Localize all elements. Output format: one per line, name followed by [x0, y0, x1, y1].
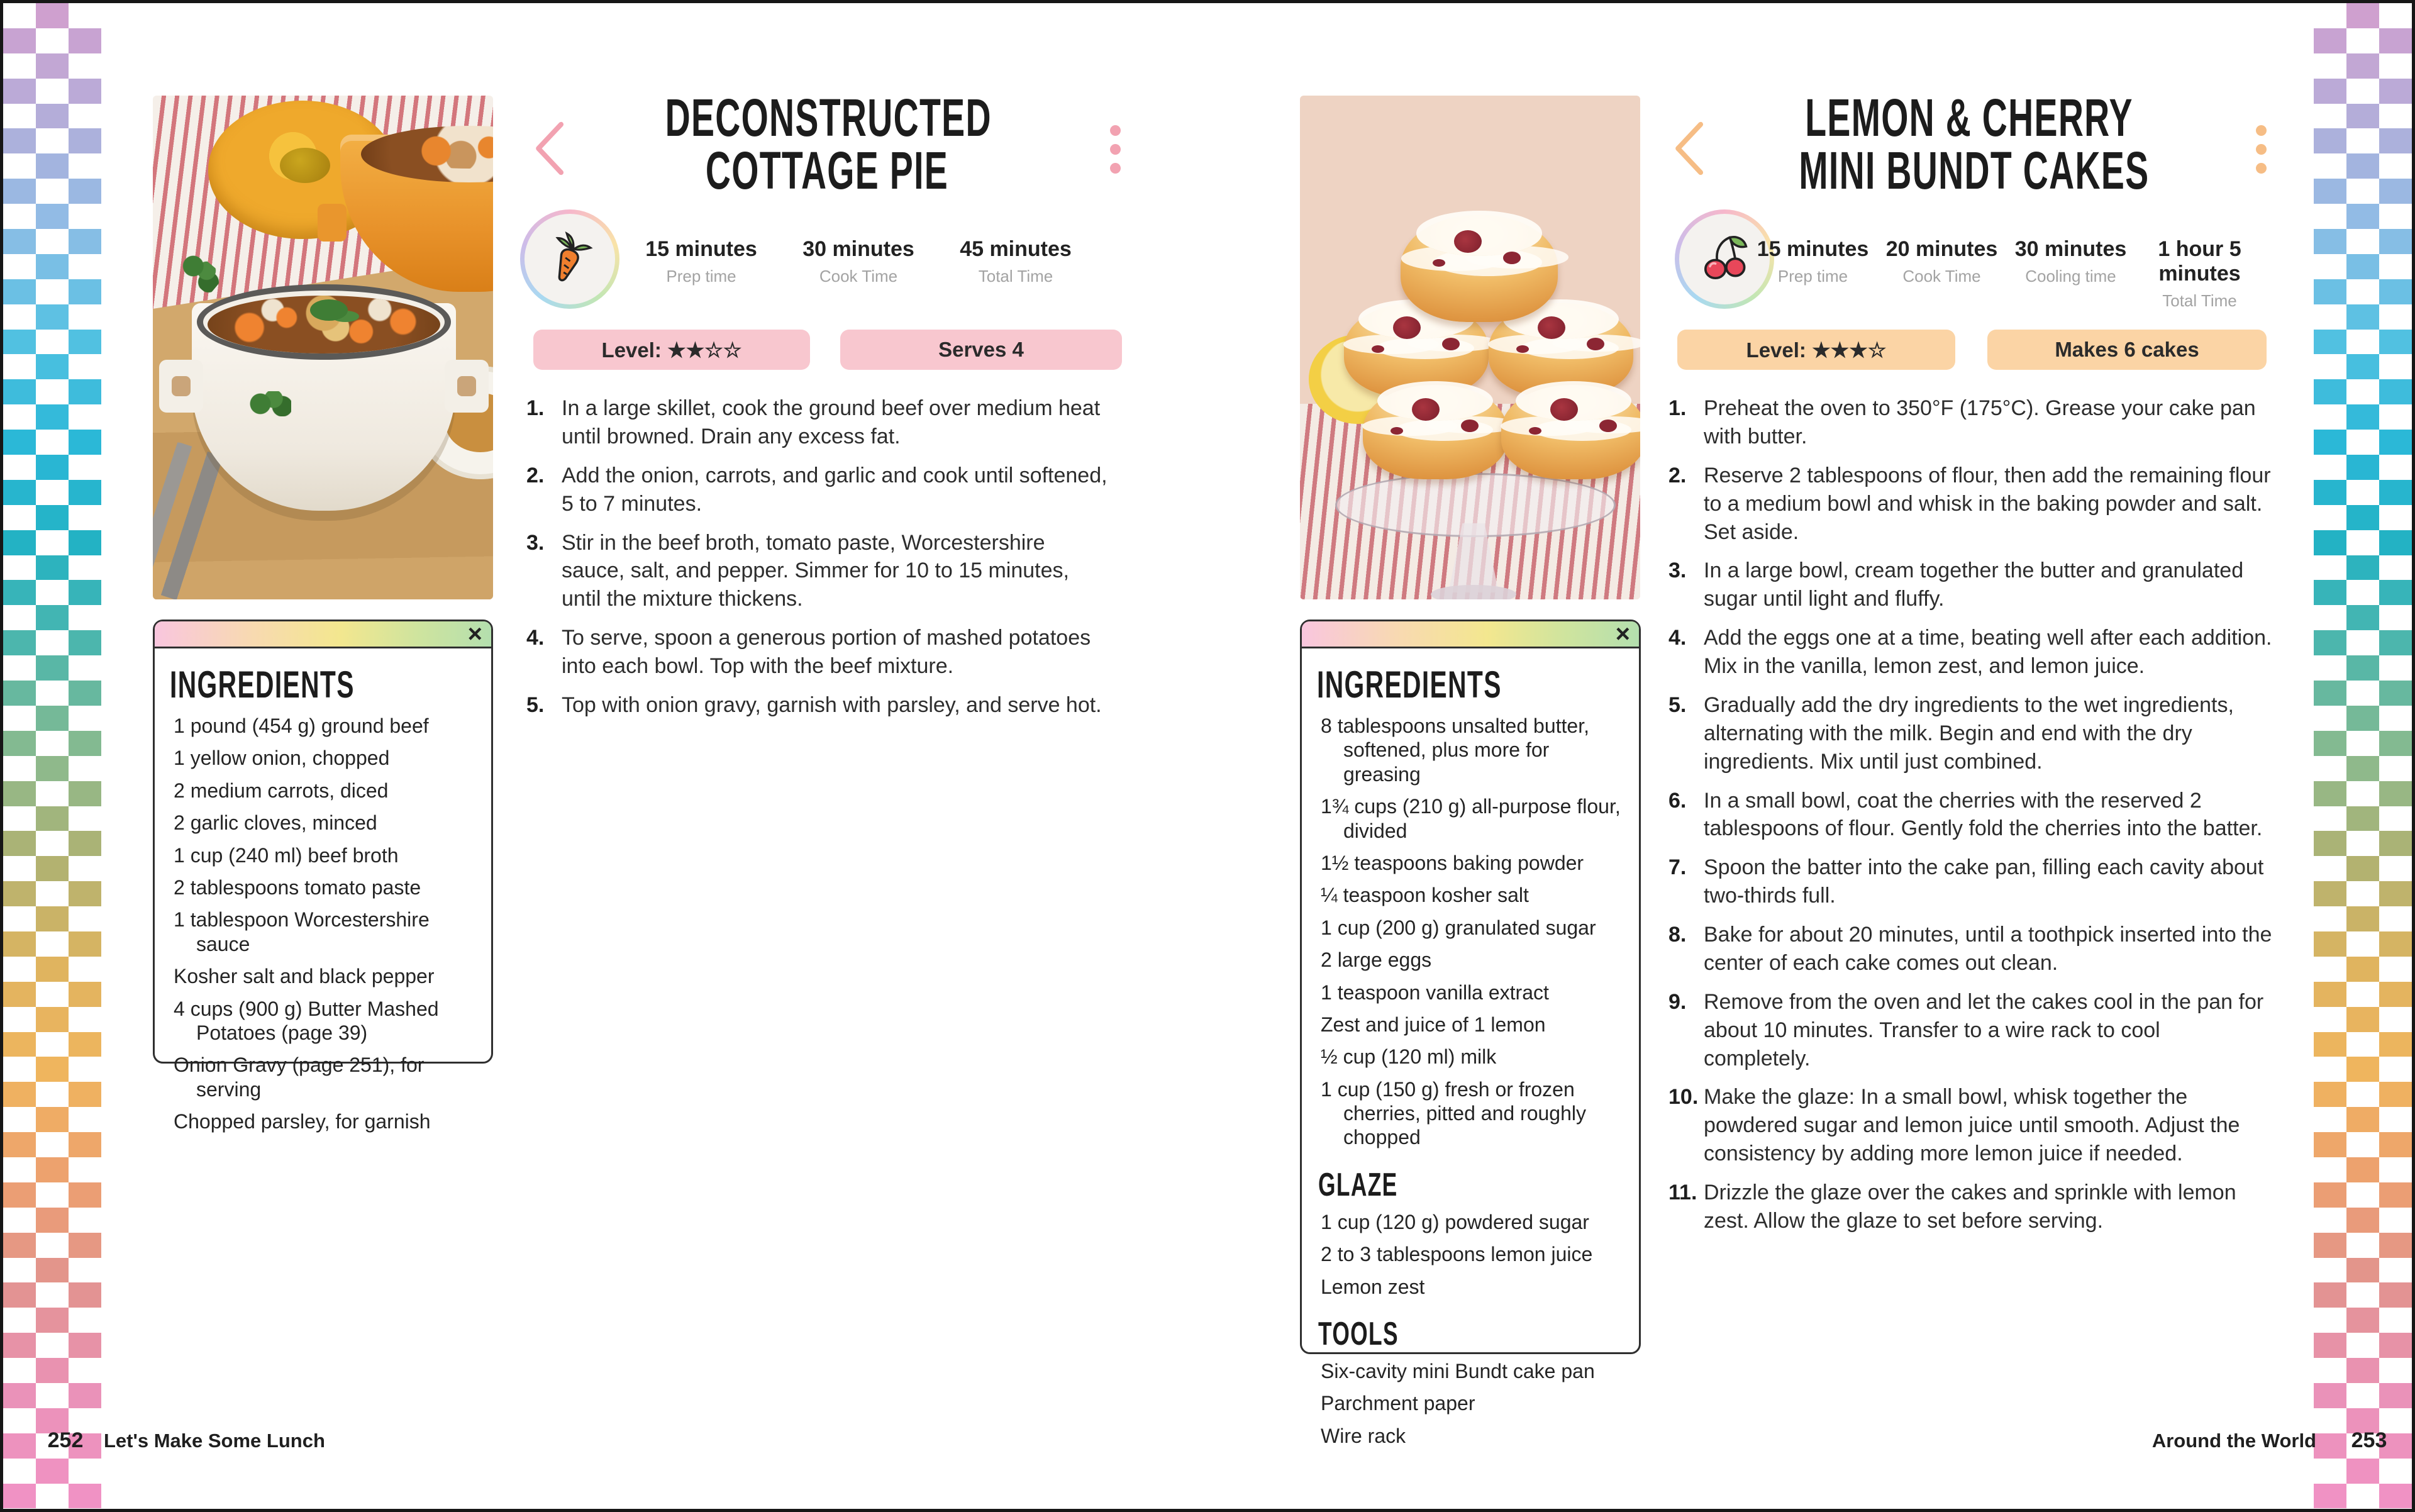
bundt-cake [1401, 215, 1558, 322]
times-row-left [623, 237, 1094, 286]
time-item [2135, 237, 2264, 311]
time-value: 30 minutes [802, 237, 914, 261]
instruction-step: 9. Remove from the oven and let the cakes cool in the pan for about 10 minutes. Transfer to a wire rack to cool completely. [1668, 989, 2264, 1070]
ingredient-item: Chopped parsley, for garnish [174, 1110, 431, 1133]
time-value: 1 hour 5 minutes [2158, 237, 2241, 286]
time-value: 45 minutes [960, 237, 1072, 261]
instruction-step: 2. Reserve 2 tablespoons of flour, then add the remaining flour to a medium bowl and whisk in the baking powder and salt. Set aside. [1668, 463, 2271, 544]
instruction-step: 1. Preheat the oven to 350°F (175°C). Grease your cake pan with butter. [1668, 396, 2256, 448]
ingredient-item: ¼ teaspoon kosher salt [1321, 884, 1529, 907]
right-checker-border [2314, 3, 2412, 1509]
serving-badge: Makes 6 cakes [1987, 330, 2267, 370]
instruction-step: 3. Stir in the beef broth, tomato paste, Worcestershire sauce, salt, and pepper. Simmer for 10 to 15 minutes, until the mixture thickens. [526, 530, 1069, 611]
parsley-sprig [247, 391, 291, 416]
back-chevron-left-page[interactable] [530, 120, 568, 177]
instruction-step: 5. Top with onion gravy, garnish with parsley, and serve hot. [526, 692, 1102, 717]
ingredients-title: INGREDIENTS [170, 664, 355, 706]
ingredient-item: Wire rack [1321, 1424, 1406, 1447]
time-item [780, 237, 937, 286]
time-label: Total Time [2162, 291, 2237, 310]
instruction-step: 4. To serve, spoon a generous portion of mashed potatoes into each bowl. Top with the beef mixture. [526, 626, 1091, 678]
ingredient-item: 1 tablespoon Worcestershire sauce [174, 908, 430, 955]
instruction-step: 6. In a small bowl, coat the cherries with the reserved 2 tablespoons of flour. Gently fold the cherries into the batter. [1668, 788, 2263, 841]
ingredient-item: 1 cup (200 g) granulated sugar [1321, 916, 1596, 939]
page-number-right: 253 [2351, 1428, 2387, 1452]
recipe-icon-badge-left [520, 209, 619, 309]
times-row-right [1748, 237, 2264, 311]
ingredient-item: ½ cup (120 ml) milk [1321, 1045, 1497, 1069]
ingredient-item: Parchment paper [1321, 1392, 1475, 1415]
left-checker-border [3, 3, 101, 1509]
carrot-icon [525, 214, 615, 304]
kebab-menu-icon-left[interactable] [1110, 125, 1123, 182]
ingredient-item: 1¾ cups (210 g) all-purpose flour, divided [1321, 795, 1621, 842]
bundt-cake [1501, 385, 1640, 479]
ingredient-item: 4 cups (900 g) Butter Mashed Potatoes (page 39) [174, 997, 439, 1044]
time-item [1877, 237, 2006, 311]
serving-badge: Serves 4 [840, 330, 1122, 370]
ingredients-title: INGREDIENTS [1317, 664, 1502, 706]
ingredients-card-right [1300, 620, 1641, 1447]
instruction-step: 10. Make the glaze: In a small bowl, whisk together the powdered sugar and lemon juice until smooth. Adjust the consistency by adding more lemon juice if needed. [1668, 1085, 2240, 1166]
time-item [2006, 237, 2135, 311]
instruction-step: 7. Spoon the batter into the cake pan, filling each cavity about two-thirds full. [1668, 855, 2264, 908]
card-section-list [1321, 1210, 1623, 1299]
time-label: Prep time [666, 267, 736, 286]
section-title-left: Let's Make Some Lunch [104, 1430, 325, 1452]
yellow-pot [340, 135, 493, 292]
time-label: Total Time [978, 267, 1053, 286]
instructions-left [526, 394, 1111, 730]
back-chevron-right-page[interactable] [1670, 120, 1707, 177]
card-section-title: GLAZE [1318, 1166, 1398, 1203]
ingredient-item: 1 pound (454 g) ground beef [174, 714, 429, 737]
parsley-sprig [175, 248, 225, 296]
ingredient-item: Six-cavity mini Bundt cake pan [1321, 1360, 1595, 1383]
ingredient-item: 1 teaspoon vanilla extract [1321, 981, 1549, 1004]
card-header-gradient [1302, 621, 1639, 648]
time-value: 15 minutes [645, 237, 757, 261]
time-value: 30 minutes [2014, 237, 2127, 261]
ingredient-item: Lemon zest [1321, 1275, 1425, 1298]
ingredient-item: 1 yellow onion, chopped [174, 747, 390, 770]
time-label: Prep time [1777, 267, 1848, 286]
recipe-title-left: DECONSTRUCTED COTTAGE PIE [665, 88, 992, 200]
instruction-step: 3. In a large bowl, cream together the butter and granulated sugar until light and fluffy. [1668, 559, 2244, 611]
instruction-step: 5. Gradually add the dry ingredients to the wet ingredients, alternating with the milk. Begin and end with the dry ingredients. Mix until just combined. [1668, 692, 2234, 774]
ingredient-item: 1 cup (240 ml) beef broth [174, 843, 399, 867]
instruction-step: 8. Bake for about 20 minutes, until a toothpick inserted into the center of each cake comes out clean. [1668, 923, 2272, 975]
time-label: Cook Time [819, 267, 898, 286]
ingredient-item: Zest and juice of 1 lemon [1321, 1013, 1546, 1036]
ingredient-item: 1 cup (120 g) powdered sugar [1321, 1210, 1589, 1233]
instruction-step: 11. Drizzle the glaze over the cakes and sprinkle with lemon zest. Allow the glaze to set before serving. [1668, 1181, 2236, 1233]
instruction-step: 1. In a large skillet, cook the ground beef over medium heat until browned. Drain any excess fat. [526, 396, 1101, 448]
time-item [1748, 237, 1877, 311]
ingredients-list-right [1321, 714, 1623, 1150]
photo-cottage-pie [153, 96, 493, 599]
ingredient-item: 1½ teaspoons baking powder [1321, 851, 1584, 874]
recipe-title-right: LEMON & CHERRY MINI BUNDT CAKES [1799, 88, 2150, 200]
ingredient-item: 2 medium carrots, diced [174, 779, 389, 802]
time-value: 20 minutes [1885, 237, 1998, 261]
page-number-left: 252 [47, 1428, 84, 1452]
time-value: 15 minutes [1757, 237, 1869, 261]
close-icon[interactable]: × [1615, 620, 1630, 648]
level-badge: Level: ★★☆☆ [533, 330, 810, 370]
ingredient-item: Onion Gravy (page 251), for serving [174, 1053, 425, 1101]
card-header-gradient [155, 621, 491, 648]
time-label: Cooling time [2025, 267, 2116, 286]
time-label: Cook Time [1902, 267, 1981, 286]
kebab-menu-icon-right[interactable] [2256, 125, 2268, 182]
photo-bundt-cakes [1300, 96, 1640, 599]
instruction-step: 4. Add the eggs one at a time, beating well after each addition. Mix in the vanilla, lemon zest, and lemon juice. [1668, 626, 2272, 678]
ingredient-item: 2 to 3 tablespoons lemon juice [1321, 1243, 1593, 1266]
ingredient-item: 1 cup (150 g) fresh or frozen cherries, pitted and roughly chopped [1321, 1077, 1586, 1149]
time-item [937, 237, 1094, 286]
ingredient-item: 8 tablespoons unsalted butter, softened, plus more for greasing [1321, 714, 1589, 786]
cake-stand-foot [1431, 585, 1516, 599]
bundt-cake [1363, 385, 1507, 479]
ingredient-item: 2 garlic cloves, minced [174, 811, 377, 835]
level-badge: Level: ★★★☆ [1677, 330, 1955, 370]
card-section-title: TOOLS [1318, 1316, 1399, 1353]
ingredient-item: 2 tablespoons tomato paste [174, 876, 421, 899]
time-item [623, 237, 780, 286]
ingredient-item: 2 large eggs [1321, 948, 1432, 972]
close-icon[interactable]: × [467, 620, 482, 648]
ingredients-card-left [153, 620, 493, 1133]
card-section-list [1321, 1359, 1623, 1448]
instruction-step: 2. Add the onion, carrots, and garlic and cook until softened, 5 to 7 minutes. [526, 463, 1108, 516]
ingredients-list-left [174, 714, 475, 1133]
section-title-right: Around the World [2151, 1430, 2316, 1452]
instructions-right [1668, 394, 2272, 1246]
ingredient-item: Kosher salt and black pepper [174, 965, 435, 988]
